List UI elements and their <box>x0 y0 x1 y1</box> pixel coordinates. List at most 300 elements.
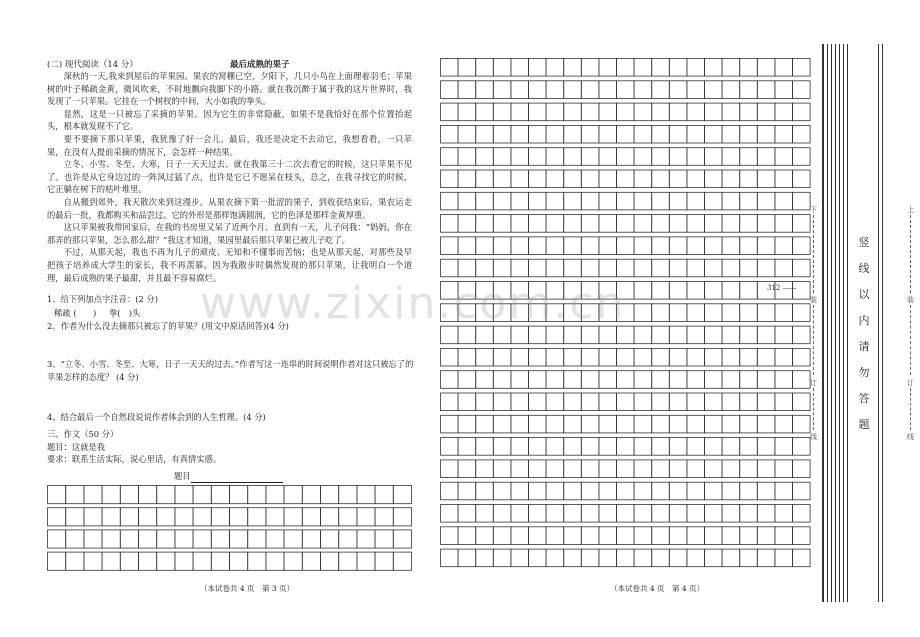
grid-cell <box>669 237 687 255</box>
grid-cell <box>476 125 494 143</box>
grid-cell <box>564 415 582 433</box>
grid-cell <box>476 170 494 188</box>
grid-cell <box>599 148 617 166</box>
grid-cell <box>687 304 705 322</box>
grid-cell <box>546 415 564 433</box>
grid-cell <box>793 215 811 233</box>
grid-cell <box>775 81 793 99</box>
grid-cell <box>321 552 339 570</box>
grid-cell <box>669 259 687 277</box>
grid-cell <box>120 530 138 548</box>
grid-cell <box>175 552 193 570</box>
grid-cell <box>546 482 564 500</box>
grid-cell <box>476 81 494 99</box>
passage-paragraph: 显然，这是一只被忘了采摘的苹果。因为它生的非常隐蔽，如果不是我恰好在那个位置抬起头，根本就发现不了它。 <box>47 108 412 132</box>
grid-cell <box>740 148 758 166</box>
grid-cell <box>599 348 617 366</box>
grid-cell <box>722 81 740 99</box>
grid-cell <box>599 549 617 567</box>
grid-cell <box>458 237 476 255</box>
grid-cell <box>793 148 811 166</box>
grid-cell <box>757 460 775 478</box>
grid-cell <box>775 59 793 77</box>
grid-cell <box>599 103 617 121</box>
grid-cell <box>546 348 564 366</box>
grid-cell <box>581 460 599 478</box>
grid-cell <box>687 505 705 523</box>
margin-rule <box>831 44 832 602</box>
grid-cell <box>529 215 547 233</box>
grid-cell <box>617 505 635 523</box>
grid-cell <box>230 552 248 570</box>
grid-cell <box>599 215 617 233</box>
grid-cell <box>230 530 248 548</box>
grid-cell <box>722 460 740 478</box>
grid-cell <box>511 505 529 523</box>
passage-paragraph: 深秋的一天,我来到屋后的苹果园。果农的窝棚已空，夕阳下，几只小鸟在上面理着羽毛；苹果树的叶子稀疏金黄，微风吹来，不时地飘向我脚下的小路。就在我沉醉于属于我的这片世界时，我发现了一只苹果。它挂在一个树杈的中间，大小如我的拳头。 <box>47 71 412 107</box>
passage-paragraph: 这只苹果被我带回家后，在我的书房里又呆了近两个月。直到有一天，儿子问我：“妈妈，你在那弄的那只苹果，怎么那么甜？”我这才知道，果园里最后那只苹果已被儿子吃了。 <box>47 222 412 245</box>
grid-cell <box>581 81 599 99</box>
grid-cell <box>476 215 494 233</box>
grid-cell <box>581 103 599 121</box>
grid-cell <box>634 393 652 411</box>
grid-cell <box>740 103 758 121</box>
grid-cell <box>529 103 547 121</box>
grid-cell <box>669 326 687 344</box>
grid-cell <box>634 282 652 300</box>
grid-cell <box>793 103 811 121</box>
grid-cell <box>511 59 529 77</box>
grid-cell <box>652 415 670 433</box>
grid-cell <box>757 527 775 545</box>
grid-cell <box>687 215 705 233</box>
grid-cell <box>617 59 635 77</box>
grid-cell <box>599 81 617 99</box>
question-text: 4、结合最后一个自然段说说作者体会到的人生哲理。(4 分) <box>47 412 266 422</box>
passage-paragraph: 立冬、小雪、冬至、大寒，日子一天天过去。就在我第三十二次去看它的时候，这只苹果不见了。也许是从它身边过的一阵风过猛了点，也许是它已不愿呆在枝头，总之，在我寻找它的时候，它正躺在树下的枯叶堆里。 <box>47 159 412 195</box>
grid-cell <box>757 371 775 389</box>
margin-rule <box>878 44 879 602</box>
grid-cell <box>458 438 476 456</box>
grid-cell <box>357 530 375 548</box>
grid-cell <box>740 460 758 478</box>
binding-label: 上 <box>907 206 914 214</box>
grid-cell <box>493 259 511 277</box>
grid-cell <box>740 415 758 433</box>
grid-cell <box>722 125 740 143</box>
grid-cell <box>441 415 459 433</box>
grid-cell <box>599 259 617 277</box>
grid-cell <box>564 237 582 255</box>
grid-cell <box>564 348 582 366</box>
grid-cell <box>564 482 582 500</box>
grid-cell <box>441 549 459 567</box>
grid-cell <box>617 415 635 433</box>
writing-grid[interactable] <box>47 485 415 573</box>
grid-cell <box>687 482 705 500</box>
margin-rule <box>843 44 844 602</box>
grid-cell <box>705 371 723 389</box>
grid-cell <box>775 393 793 411</box>
grid-cell <box>687 527 705 545</box>
grid-cell <box>634 527 652 545</box>
seal-char: 题 <box>858 418 870 431</box>
margin-rule <box>822 44 824 602</box>
grid-cell <box>339 486 357 504</box>
grid-cell <box>617 259 635 277</box>
section-heading: (二) 现代阅读（14 分） <box>47 60 138 70</box>
grid-cell <box>581 259 599 277</box>
grid-cell <box>705 170 723 188</box>
grid-cell <box>120 508 138 526</box>
grid-cell <box>546 148 564 166</box>
grid-cell <box>546 549 564 567</box>
grid-cell <box>722 326 740 344</box>
grid-cell <box>193 552 211 570</box>
grid-cell <box>775 549 793 567</box>
grid-cell <box>757 59 775 77</box>
grid-cell <box>634 304 652 322</box>
grid-cell <box>581 482 599 500</box>
grid-cell <box>757 549 775 567</box>
grid-cell <box>599 505 617 523</box>
grid-cell <box>793 259 811 277</box>
grid-cell <box>634 460 652 478</box>
grid-cell <box>617 192 635 210</box>
grid-cell <box>581 170 599 188</box>
page-footer: （本试卷共 4 页 第 3 页） <box>200 584 295 593</box>
grid-cell <box>775 259 793 277</box>
grid-cell <box>248 530 266 548</box>
grid-cell <box>564 259 582 277</box>
grid-cell <box>617 125 635 143</box>
grid-cell <box>722 371 740 389</box>
grid-cell <box>564 81 582 99</box>
grid-cell <box>339 552 357 570</box>
grid-cell <box>458 259 476 277</box>
grid-cell <box>157 552 175 570</box>
grid-cell <box>476 371 494 389</box>
grid-cell <box>546 438 564 456</box>
grid-cell <box>687 103 705 121</box>
grid-cell <box>793 170 811 188</box>
grid-cell <box>581 438 599 456</box>
grid-cell <box>793 527 811 545</box>
grid-cell <box>284 530 302 548</box>
grid-cell <box>529 415 547 433</box>
grid-cell <box>722 549 740 567</box>
seal-char: 内 <box>858 314 870 327</box>
grid-cell <box>248 508 266 526</box>
grid-cell <box>564 549 582 567</box>
binding-label: 线 <box>907 433 914 441</box>
grid-cell <box>775 103 793 121</box>
grid-cell <box>669 192 687 210</box>
grid-cell <box>441 393 459 411</box>
grid-cell <box>529 371 547 389</box>
grid-cell <box>599 527 617 545</box>
grid-cell <box>669 527 687 545</box>
grid-cell <box>669 393 687 411</box>
grid-cell <box>564 125 582 143</box>
grid-cell <box>48 508 66 526</box>
grid-cell <box>793 81 811 99</box>
grid-cell <box>705 259 723 277</box>
grid-cell <box>669 415 687 433</box>
grid-cell <box>669 148 687 166</box>
grid-cell <box>652 148 670 166</box>
grid-cell <box>564 505 582 523</box>
grid-cell <box>687 415 705 433</box>
essay-title-label: 题目 <box>174 471 191 481</box>
grid-cell <box>634 348 652 366</box>
grid-cell <box>441 103 459 121</box>
grid-cell <box>581 59 599 77</box>
grid-cell <box>581 371 599 389</box>
grid-cell <box>722 192 740 210</box>
grid-cell <box>740 192 758 210</box>
grid-cell <box>581 148 599 166</box>
binding-label: 下 <box>810 206 817 214</box>
grid-cell <box>634 59 652 77</box>
grid-cell <box>493 148 511 166</box>
grid-cell <box>266 486 284 504</box>
grid-cell <box>546 170 564 188</box>
grid-cell <box>458 371 476 389</box>
grid-cell <box>302 508 320 526</box>
grid-cell <box>511 348 529 366</box>
grid-cell <box>193 486 211 504</box>
grid-cell <box>476 237 494 255</box>
grid-cell <box>757 81 775 99</box>
grid-cell <box>529 505 547 523</box>
grid-cell <box>84 508 102 526</box>
grid-cell <box>705 103 723 121</box>
grid-cell <box>617 371 635 389</box>
grid-cell <box>687 326 705 344</box>
grid-cell <box>775 215 793 233</box>
margin-rule <box>847 44 848 602</box>
grid-cell <box>669 460 687 478</box>
grid-cell <box>441 215 459 233</box>
grid-cell <box>634 549 652 567</box>
grid-cell <box>634 259 652 277</box>
grid-cell <box>705 393 723 411</box>
grid-cell <box>669 304 687 322</box>
grid-cell <box>230 486 248 504</box>
grid-cell <box>302 530 320 548</box>
grid-cell <box>458 393 476 411</box>
grid-cell <box>793 371 811 389</box>
grid-cell <box>375 552 393 570</box>
pinyin-blank[interactable]: 拳( )头 <box>108 308 141 318</box>
grid-cell <box>476 393 494 411</box>
grid-cell <box>546 527 564 545</box>
grid-cell <box>793 549 811 567</box>
grid-cell <box>564 438 582 456</box>
grid-cell <box>669 215 687 233</box>
grid-cell <box>476 415 494 433</box>
grid-cell <box>476 103 494 121</box>
grid-cell <box>476 549 494 567</box>
grid-cell <box>139 552 157 570</box>
grid-cell <box>793 460 811 478</box>
binding-label: 装 <box>810 296 817 304</box>
grid-cell <box>687 81 705 99</box>
grid-cell <box>652 81 670 99</box>
article-title: 最后成熟的果子 <box>230 60 290 70</box>
grid-cell <box>634 81 652 99</box>
grid-cell <box>599 438 617 456</box>
grid-cell <box>705 527 723 545</box>
grid-cell <box>687 170 705 188</box>
grid-cell <box>599 192 617 210</box>
margin-rule <box>835 44 836 602</box>
grid-cell <box>393 486 411 504</box>
grid-cell <box>476 482 494 500</box>
grid-cell <box>476 527 494 545</box>
grid-cell <box>493 103 511 121</box>
grid-cell <box>266 530 284 548</box>
grid-cell <box>393 508 411 526</box>
cut-line <box>910 388 911 430</box>
grid-cell <box>740 371 758 389</box>
grid-cell <box>529 438 547 456</box>
grid-cell <box>529 348 547 366</box>
grid-cell <box>375 530 393 548</box>
grid-cell <box>775 192 793 210</box>
grid-cell <box>669 371 687 389</box>
grid-cell <box>375 508 393 526</box>
grid-cell <box>722 304 740 322</box>
grid-cell <box>705 59 723 77</box>
grid-cell <box>493 505 511 523</box>
grid-cell <box>321 530 339 548</box>
grid-cell <box>775 326 793 344</box>
cut-line <box>813 215 814 293</box>
seal-char: 答 <box>858 392 870 405</box>
grid-cell <box>581 549 599 567</box>
grid-cell <box>511 371 529 389</box>
grid-cell <box>617 237 635 255</box>
grid-cell <box>669 438 687 456</box>
essay-title-blank[interactable] <box>191 473 283 483</box>
grid-cell <box>617 148 635 166</box>
margin-rule <box>882 44 883 602</box>
pinyin-blank[interactable]: 稀疏 ( ) <box>54 308 97 318</box>
grid-cell <box>581 415 599 433</box>
grid-cell <box>740 393 758 411</box>
grid-cell <box>722 148 740 166</box>
grid-cell <box>476 348 494 366</box>
seal-char: 竖 <box>858 236 870 249</box>
grid-cell <box>84 486 102 504</box>
grid-cell <box>617 215 635 233</box>
watermark: www.zixin.com.cn <box>200 278 626 329</box>
question-text: 3、“立冬、小雪、冬至、大寒，日子一天天的过去。”作者写这一连串的时间说明作者对这只被忘了的苹果怎样的态度？ (4 分) <box>47 359 414 382</box>
grid-cell <box>175 530 193 548</box>
grid-cell <box>722 482 740 500</box>
grid-cell <box>493 482 511 500</box>
grid-cell <box>705 81 723 99</box>
seal-char: 勿 <box>858 366 870 379</box>
grid-cell <box>581 192 599 210</box>
grid-cell <box>599 482 617 500</box>
binding-label: 订 <box>907 379 914 387</box>
grid-cell <box>740 259 758 277</box>
grid-cell <box>652 371 670 389</box>
grid-cell <box>493 549 511 567</box>
grid-cell <box>441 170 459 188</box>
grid-cell <box>458 170 476 188</box>
question-text: 1、给下列加点字注音：(2 分) <box>47 294 158 304</box>
binding-label: 订 <box>810 379 817 387</box>
grid-cell <box>634 371 652 389</box>
cut-line <box>813 305 814 375</box>
grid-cell <box>393 552 411 570</box>
grid-cell <box>652 326 670 344</box>
grid-cell <box>652 282 670 300</box>
essay-heading: 三、作文（50 分） <box>47 429 119 439</box>
grid-cell <box>634 482 652 500</box>
grid-cell <box>175 486 193 504</box>
grid-cell <box>493 192 511 210</box>
cut-line <box>910 215 911 293</box>
grid-cell <box>529 393 547 411</box>
grid-cell <box>705 215 723 233</box>
seal-char: 以 <box>858 288 870 301</box>
grid-cell <box>775 125 793 143</box>
seal-char: 请 <box>858 340 870 353</box>
grid-cell <box>757 304 775 322</box>
grid-cell <box>757 148 775 166</box>
grid-cell <box>511 103 529 121</box>
grid-cell <box>529 549 547 567</box>
grid-cell <box>120 486 138 504</box>
grid-cell <box>740 482 758 500</box>
grid-cell <box>793 192 811 210</box>
grid-cell <box>757 192 775 210</box>
grid-cell <box>321 486 339 504</box>
grid-cell <box>211 530 229 548</box>
grid-cell <box>757 438 775 456</box>
grid-cell <box>722 259 740 277</box>
passage-paragraph: 要不要摘下那只苹果，我犹豫了好一会儿。最后，我还是决定不去动它，我想看看，一只苹果，在没有人提前采摘的情况下，会怎样一种结果。 <box>47 133 412 157</box>
essay-section <box>47 423 417 466</box>
grid-cell <box>705 326 723 344</box>
grid-cell <box>652 527 670 545</box>
grid-cell <box>230 508 248 526</box>
grid-cell <box>599 59 617 77</box>
grid-cell <box>757 415 775 433</box>
grid-cell <box>599 371 617 389</box>
seal-char: 线 <box>858 262 870 275</box>
grid-cell <box>375 486 393 504</box>
grid-cell <box>493 460 511 478</box>
grid-cell <box>722 527 740 545</box>
grid-cell <box>302 552 320 570</box>
grid-cell <box>546 259 564 277</box>
grid-cell <box>705 282 723 300</box>
grid-cell <box>793 237 811 255</box>
grid-cell <box>599 393 617 411</box>
grid-cell <box>564 59 582 77</box>
grid-cell <box>393 530 411 548</box>
grid-cell <box>652 237 670 255</box>
grid-cell <box>740 81 758 99</box>
grid-cell <box>722 282 740 300</box>
grid-cell <box>511 549 529 567</box>
